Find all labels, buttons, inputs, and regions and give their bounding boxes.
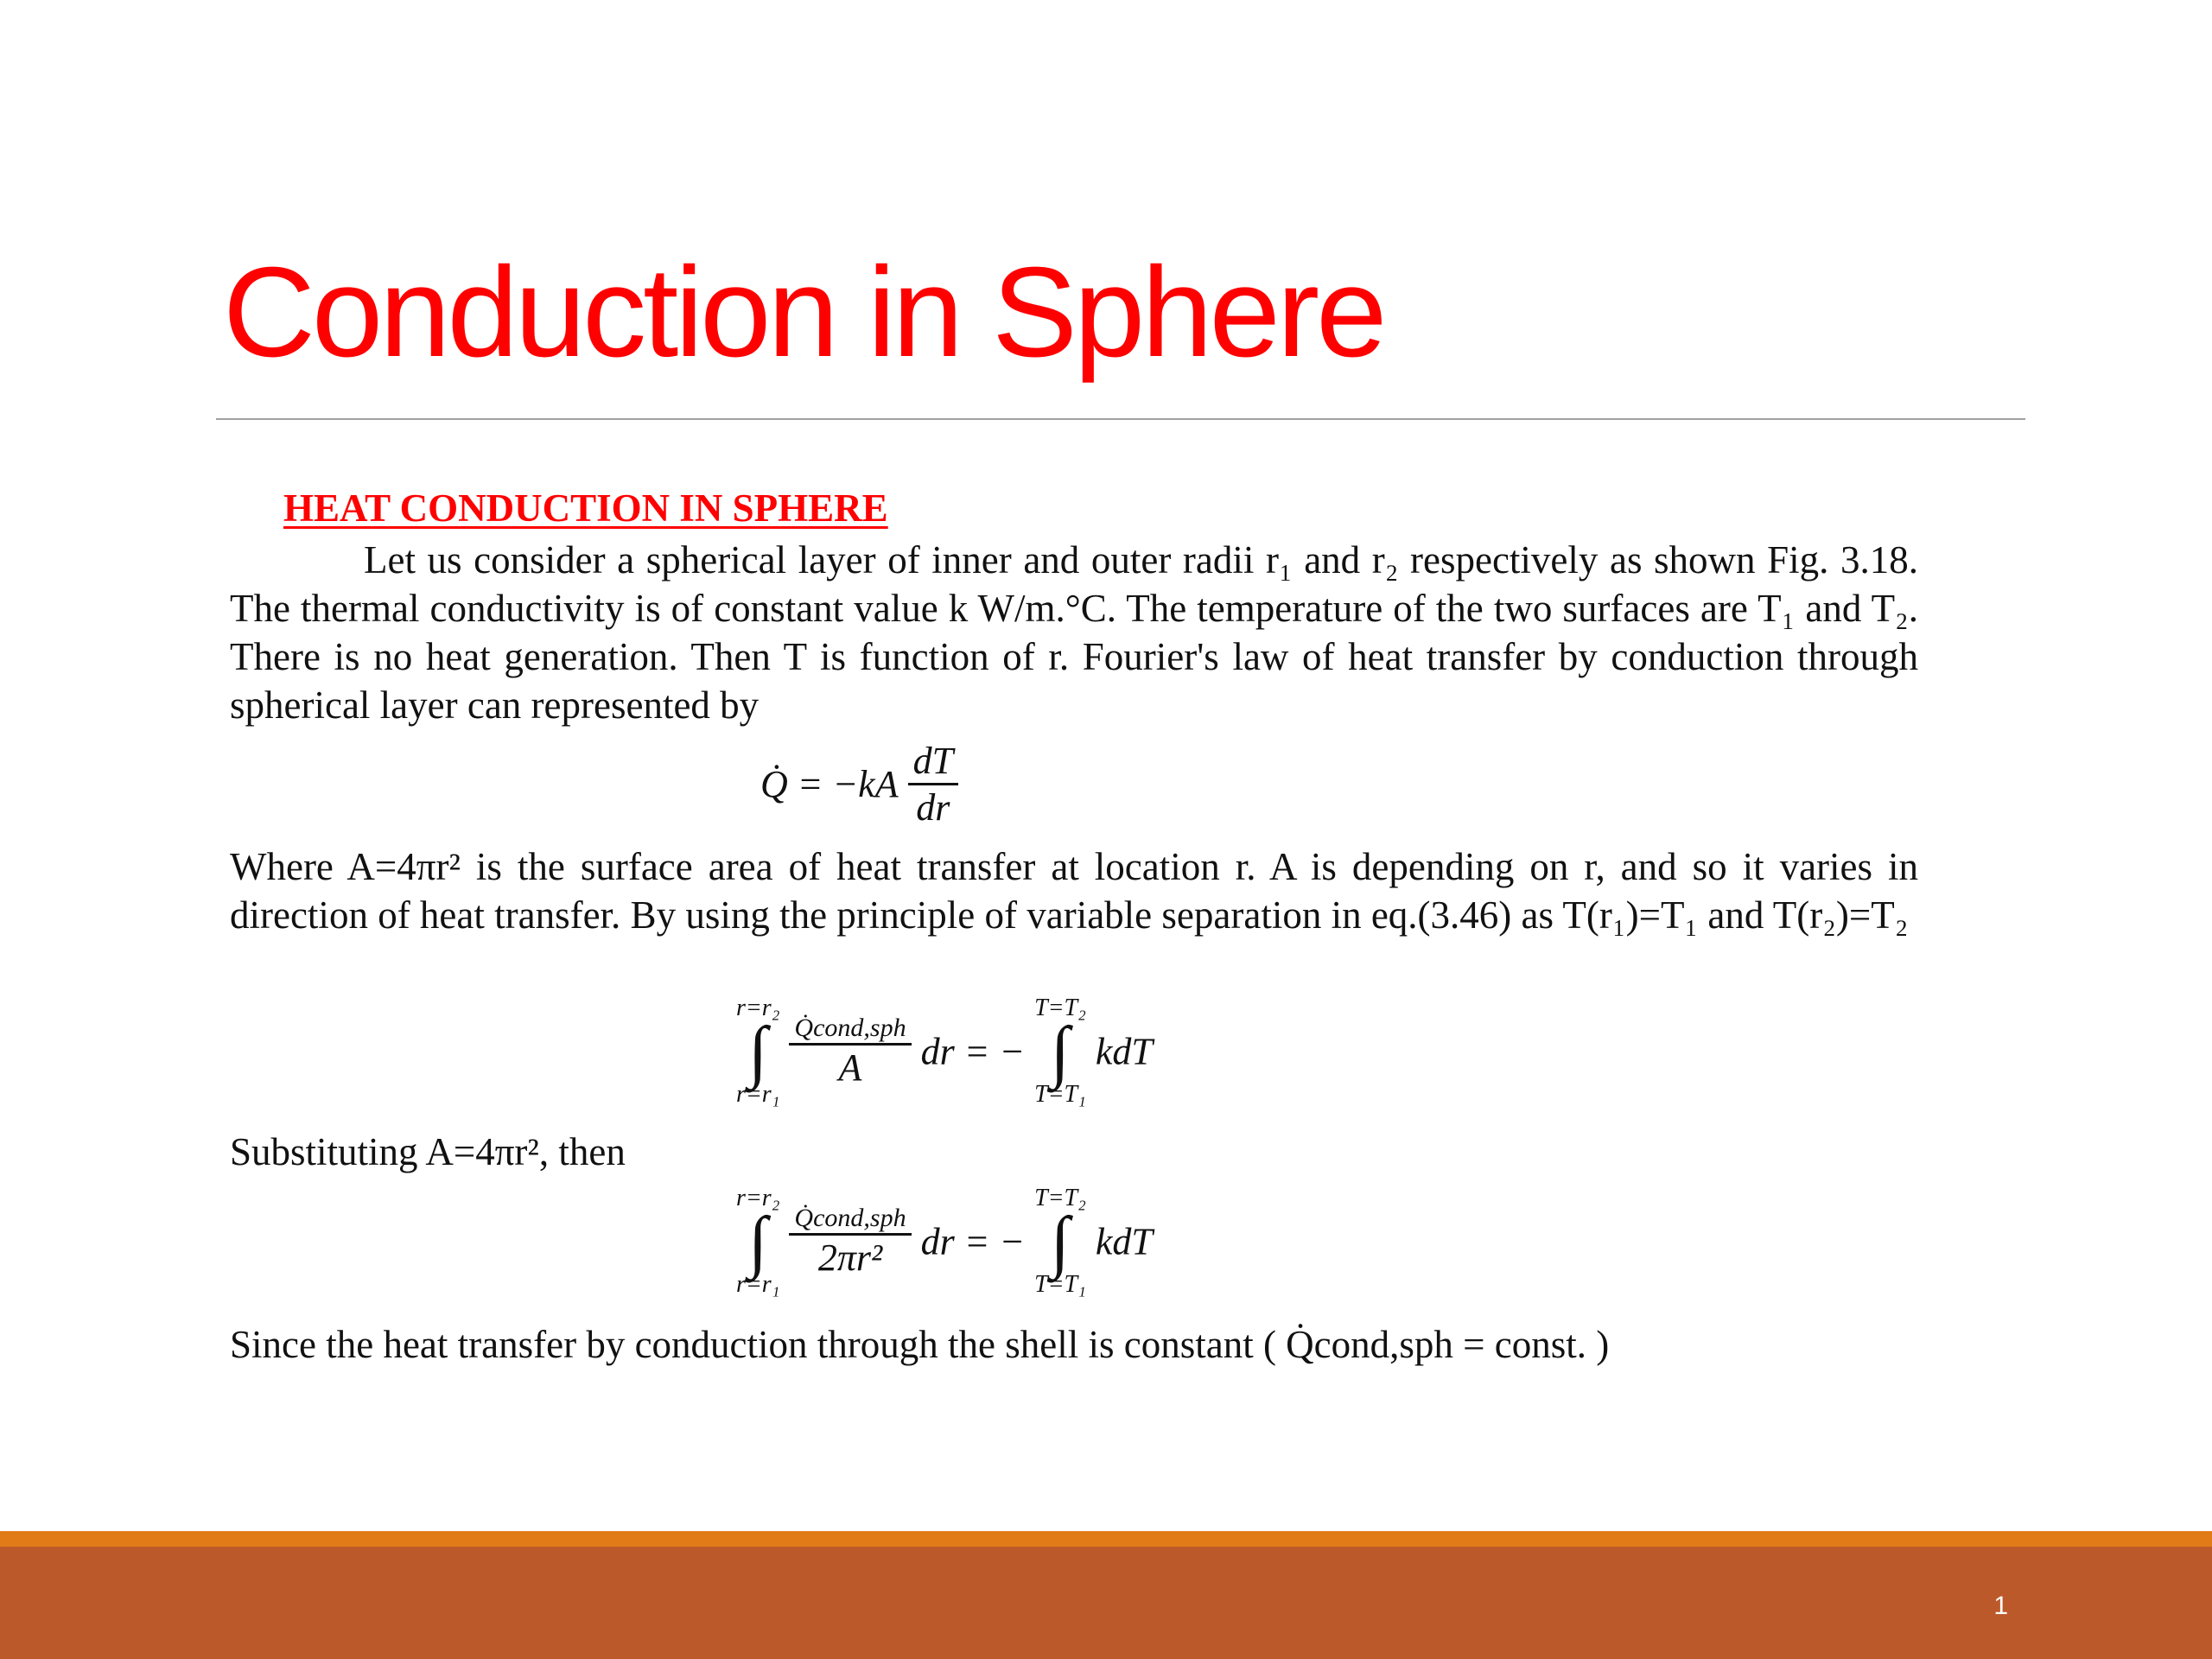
title-divider — [216, 418, 2025, 420]
integral-lower-limit: T=T₁ — [1034, 1271, 1086, 1298]
integral-lower-limit: r=r₁ — [736, 1271, 780, 1298]
integral-upper-limit: T=T₂ — [1034, 1185, 1086, 1211]
integral-right-2 — [1034, 1185, 1086, 1298]
equation-integral-1 — [736, 995, 1153, 1108]
integral-upper-limit: r=r₂ — [736, 1185, 780, 1211]
integral-numerator: Q̇cond,sph — [789, 1204, 911, 1236]
integral-sign: ∫ — [1051, 1014, 1070, 1090]
section-heading: HEAT CONDUCTION IN SPHERE — [283, 486, 888, 530]
integral-fraction-2 — [789, 1204, 911, 1280]
integral-denominator: 2πr² — [817, 1236, 883, 1279]
paragraph-area: Where A=4πr² is the surface area of heat transfer at location r. A is depending on r, and so it varies in direction of heat transfer. By using the principle of variable separation in eq.(3.46) as T(r₁)=T₁ and T(r₂)=T₂ — [230, 845, 1918, 937]
integral-upper-limit: T=T₂ — [1034, 995, 1086, 1021]
integral-left-1 — [736, 995, 779, 1108]
paragraph-substituting: Substituting A=4πr², then — [230, 1130, 626, 1173]
integral-sign: ∫ — [748, 1014, 768, 1090]
integral-middle: dr = − — [920, 1030, 1026, 1073]
equation-fourier-numerator: dT — [908, 739, 958, 785]
integral-lower-limit: r=r₁ — [736, 1081, 780, 1108]
integral-sign: ∫ — [1051, 1204, 1070, 1280]
equation-fourier — [760, 739, 958, 830]
integral-numerator: Q̇cond,sph — [789, 1014, 911, 1046]
integral-middle: dr = − — [920, 1220, 1026, 1263]
integral-rhs: kdT — [1095, 1220, 1153, 1263]
equation-fourier-lhs: Q̇ = −kA — [760, 763, 899, 805]
integral-denominator: A — [838, 1046, 862, 1089]
equation-integral-2 — [736, 1185, 1153, 1298]
integral-right-1 — [1034, 995, 1086, 1108]
paragraph-constant: Since the heat transfer by conduction through the shell is constant ( Q̇cond,sph = const. ) — [230, 1323, 1610, 1366]
equation-fourier-denominator: dr — [916, 786, 950, 829]
integral-left-2 — [736, 1185, 779, 1298]
footer-band — [0, 1547, 2212, 1659]
page-number: 1 — [1993, 1592, 2008, 1620]
slide-title: Conduction in Sphere — [223, 241, 1384, 384]
footer-accent-stripe — [0, 1531, 2212, 1547]
integral-rhs: kdT — [1095, 1030, 1153, 1073]
integral-lower-limit: T=T₁ — [1034, 1081, 1086, 1108]
integral-fraction-1 — [789, 1014, 911, 1090]
paragraph-intro: Let us consider a spherical layer of inner and outer radii r₁ and r₂ respectively as shown Fig. 3.18. The thermal conductivity is of constant value k W/m.°C. The temperature of the two surfaces are T₁ and T₂. There is no heat generation. Then T is function of r. Fourier's law of heat transfer by conduction through spherical layer can represented by — [230, 538, 1918, 727]
integral-sign: ∫ — [748, 1204, 768, 1280]
equation-fourier-fraction — [908, 739, 958, 830]
integral-upper-limit: r=r₂ — [736, 995, 780, 1021]
